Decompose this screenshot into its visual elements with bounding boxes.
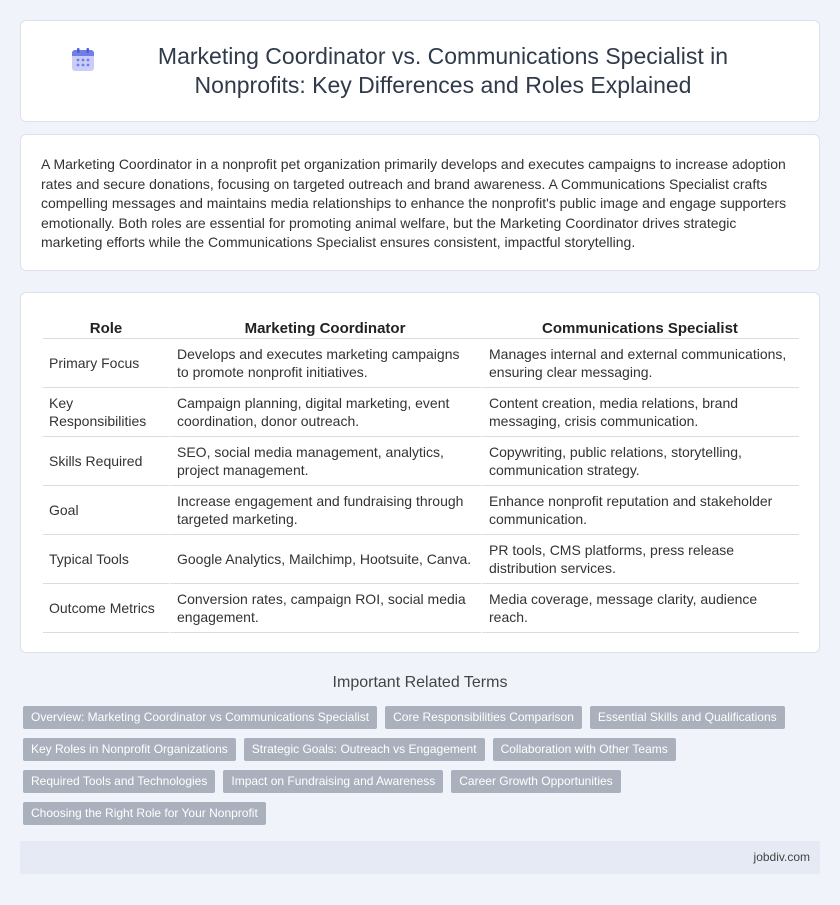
header-inner [70, 42, 770, 100]
related-term-tag[interactable]: Key Roles in Nonprofit Organizations [23, 738, 236, 761]
table-row [43, 339, 799, 388]
footer [20, 841, 820, 874]
column-header-marketing-coordinator: Marketing Coordinator [169, 313, 481, 339]
related-term-tag[interactable]: Overview: Marketing Coordinator vs Communications Specialist [23, 706, 377, 729]
page-title: Marketing Coordinator vs. Communications Specialist in Nonprofits: Key Differences and Roles Explained [157, 43, 729, 98]
footer-brand-link[interactable]: jobdiv.com [753, 850, 810, 864]
marketing-coordinator-cell: Conversion rates, campaign ROI, social media engagement. [169, 584, 481, 633]
row-label: Key Responsibilities [43, 388, 169, 437]
table-row [43, 584, 799, 633]
table-row [43, 388, 799, 437]
related-term-tag[interactable]: Impact on Fundraising and Awareness [223, 770, 443, 793]
row-label: Outcome Metrics [43, 584, 169, 633]
row-label: Typical Tools [43, 535, 169, 584]
column-header-role: Role [43, 313, 169, 339]
communications-specialist-cell: Copywriting, public relations, storytelling, communication strategy. [481, 437, 799, 486]
communications-specialist-cell: Media coverage, message clarity, audience reach. [481, 584, 799, 633]
related-terms-list [23, 706, 803, 825]
marketing-coordinator-cell: Increase engagement and fundraising through targeted marketing. [169, 486, 481, 535]
intro-card [20, 134, 820, 271]
comparison-table-card [20, 292, 820, 653]
communications-specialist-cell: Enhance nonprofit reputation and stakeholder communication. [481, 486, 799, 535]
marketing-coordinator-cell: SEO, social media management, analytics, project management. [169, 437, 481, 486]
table-row [43, 535, 799, 584]
table-header-row [43, 313, 799, 339]
related-term-tag[interactable]: Strategic Goals: Outreach vs Engagement [244, 738, 485, 761]
communications-specialist-cell: Manages internal and external communications, ensuring clear messaging. [481, 339, 799, 388]
marketing-coordinator-cell: Develops and executes marketing campaigns to promote nonprofit initiatives. [169, 339, 481, 388]
row-label: Goal [43, 486, 169, 535]
calendar-icon [70, 47, 96, 73]
communications-specialist-cell: PR tools, CMS platforms, press release distribution services. [481, 535, 799, 584]
column-header-communications-specialist: Communications Specialist [481, 313, 799, 339]
related-term-tag[interactable]: Core Responsibilities Comparison [385, 706, 582, 729]
communications-specialist-cell: Content creation, media relations, brand messaging, crisis communication. [481, 388, 799, 437]
comparison-table [43, 313, 799, 633]
row-label: Skills Required [43, 437, 169, 486]
related-term-tag[interactable]: Required Tools and Technologies [23, 770, 215, 793]
related-term-tag[interactable]: Collaboration with Other Teams [493, 738, 676, 761]
table-row [43, 486, 799, 535]
related-terms-title: Important Related Terms [332, 674, 508, 691]
header-card [20, 20, 820, 122]
row-label: Primary Focus [43, 339, 169, 388]
marketing-coordinator-cell: Campaign planning, digital marketing, event coordination, donor outreach. [169, 388, 481, 437]
related-term-tag[interactable]: Choosing the Right Role for Your Nonprofit [23, 802, 266, 825]
marketing-coordinator-cell: Google Analytics, Mailchimp, Hootsuite, Canva. [169, 535, 481, 584]
related-term-tag[interactable]: Career Growth Opportunities [451, 770, 620, 793]
related-term-tag[interactable]: Essential Skills and Qualifications [590, 706, 785, 729]
intro-paragraph: A Marketing Coordinator in a nonprofit pet organization primarily develops and executes campaigns to increase adoption rates and secure donations, focusing on targeted outreach and brand awareness. A Communications Specialist crafts compelling messages and maintains media relationships to enhance the nonprofit's public image and engage supporters emotionally. Both roles are essential for promoting animal welfare, but the Marketing Coordinator drives strategic marketing efforts while the Communications Specialist ensures consistent, impactful storytelling. [41, 156, 787, 251]
table-row [43, 437, 799, 486]
